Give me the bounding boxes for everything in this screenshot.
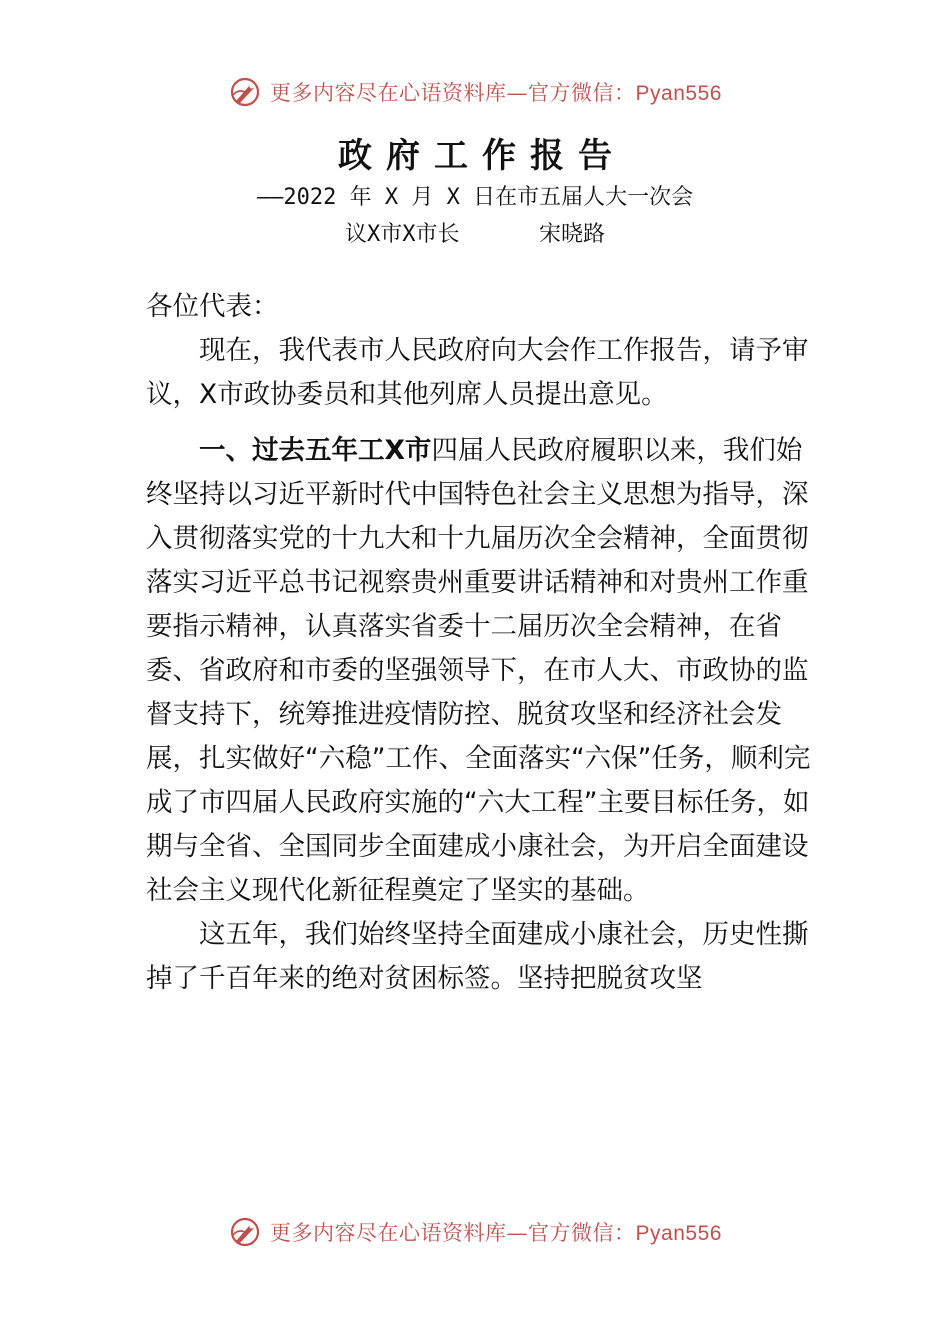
document-title: 政府工作报告 [338, 136, 626, 176]
salutation: 各位代表： [146, 291, 279, 322]
watermark-text: 更多内容尽在心语资料库—官方微信：Pyan556 [270, 1221, 722, 1245]
watermark-handle: Pyan556 [635, 82, 722, 105]
paragraph-section-one [146, 429, 826, 913]
watermark-footer [0, 1212, 950, 1252]
subtitle-line-2: 议X市X市长 宋晓路 [345, 222, 605, 247]
watermark-handle: Pyan556 [635, 1222, 722, 1245]
watermark-header [0, 72, 950, 112]
paragraph-intro: 现在，我代表市人民政府向大会作工作报告，请予审议，X市政协委员和其他列席人员提出意见。 [146, 335, 809, 410]
document-body [146, 285, 826, 1001]
paragraph-five-years: 这五年，我们始终坚持全面建成小康社会，历史性撕掉了千百年来的绝对贫困标签。坚持把脱贫攻坚 [146, 919, 809, 994]
pen-nib-logo-icon [228, 75, 262, 109]
subtitle-line-1: ——2022 年 X 月 X 日在市五届人大一次会 [256, 185, 694, 210]
watermark-text: 更多内容尽在心语资料库—官方微信：Pyan556 [270, 81, 722, 105]
section-one-text: 四届人民政府履职以来，我们始终坚持以习近平新时代中国特色社会主义思想为指导，深入贯彻落实党的十九大和十九届历次全会精神，全面贯彻落实习近平总书记视察贵州重要讲话精神和对贵州工作重要指示精神，认真落实省委十二届历次全会精神，在省委、省政府和市委的坚强领导下，在市人大、市政协的监督支持下，统筹推进疫情防控、脱贫攻坚和经济社会发展，扎实做好“六稳”工作、全面落实“六保”任务，顺利完成了市四届人民政府实施的“六大工程”主要目标任务，如期与全省、全国同步全面建成小康社会，为开启全面建设社会主义现代化新征程奠定了坚实的基础。 [146, 435, 811, 906]
section-heading: 一、过去五年工X市 [199, 435, 432, 466]
pen-nib-logo-icon [228, 1215, 262, 1249]
